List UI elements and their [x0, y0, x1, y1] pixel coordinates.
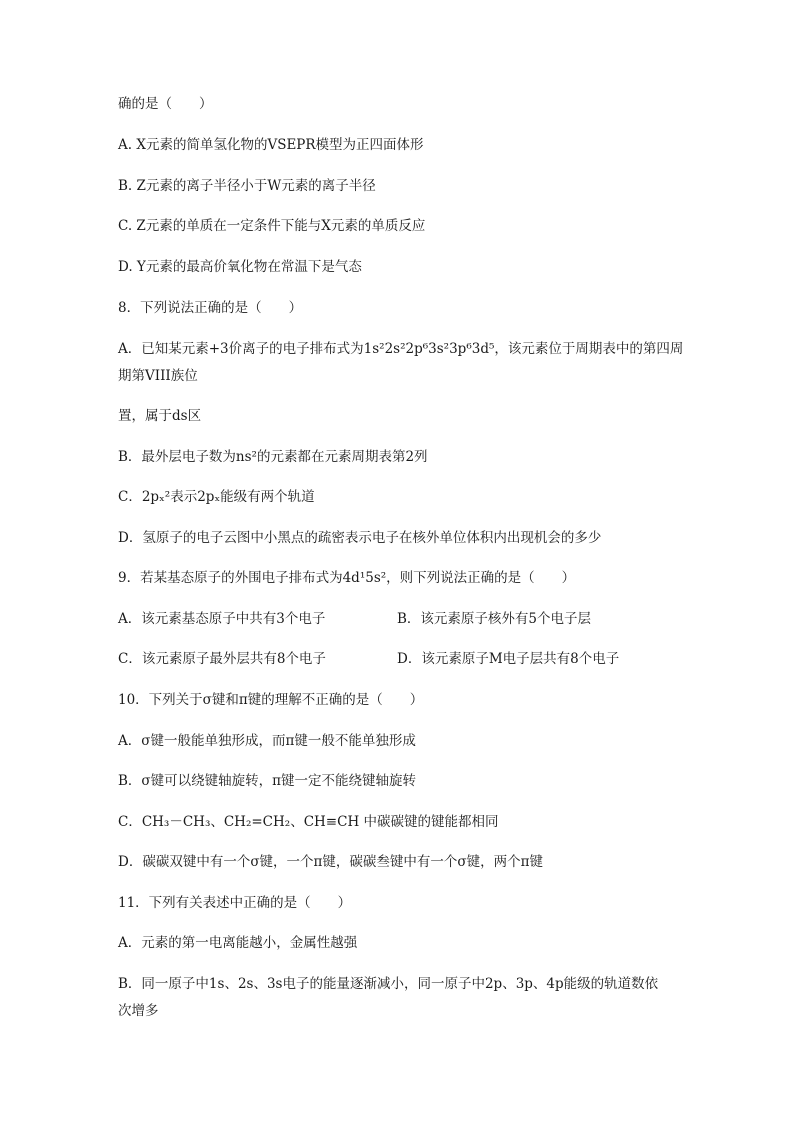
- q9-option-b: B．该元素原子核外有5个电子层: [397, 611, 592, 627]
- q8-option-c-post: 能级有两个轨道: [220, 489, 315, 505]
- q8-option-c: [118, 487, 315, 507]
- q8-option-a-line2: 期第VIII族位: [118, 368, 198, 384]
- q11-option-b: B．同一原子中1s、2s、3s电子的能量逐渐减小，同一原子中2p、3p、4p能级的轨道数依: [118, 976, 659, 992]
- q8-option-b: B．最外层电子数为ns²的元素都在元素周期表第2列: [118, 449, 428, 465]
- q8-option-c-mid: 表示: [170, 489, 198, 505]
- q7-option-c: C. Z元素的单质在一定条件下能与X元素的单质反应: [118, 218, 426, 234]
- q9-stem-post: ，则下列说法正确的是（ ）: [386, 570, 576, 586]
- q8-option-a-post: ，该元素位于周期表中的第四周: [494, 341, 684, 357]
- q9-stem-pre: 9．若某基态原子的外围电子排布式为: [118, 570, 343, 586]
- q7-option-a: A. X元素的简单氢化物的VSEPR模型为正四面体形: [118, 137, 424, 153]
- q9-row-1: [118, 609, 592, 629]
- q10-stem: 10．下列关于σ键和π键的理解不正确的是（ ）: [118, 692, 424, 708]
- q11-option-a: A．元素的第一电离能越小，金属性越强: [118, 935, 358, 951]
- electron-config: 1s²2s²2p⁶3s²3p⁶3d⁵: [363, 341, 495, 357]
- q11-option-b-line2: 次增多: [118, 1003, 159, 1019]
- q10-option-a: A．σ键一般能单独形成，而π键一般不能单独形成: [118, 733, 416, 749]
- q9-option-d: D．该元素原子M电子层共有8个电子: [397, 651, 620, 667]
- q8-option-a-line3: 置，属于ds区: [118, 408, 202, 424]
- q11-stem: 11．下列有关表述中正确的是（ ）: [118, 895, 352, 911]
- q9-stem: [118, 568, 575, 588]
- q8-option-a-pre: A．已知某元素+3价离子的电子排布式为: [118, 341, 364, 357]
- q8-option-a: [118, 339, 683, 359]
- q10-option-d: D．碳碳双键中有一个σ键，一个π键，碳碳叁键中有一个σ键，两个π键: [118, 854, 543, 870]
- electron-config: 4d¹5s²: [342, 570, 387, 586]
- q8-stem: 8．下列说法正确的是（ ）: [118, 300, 303, 316]
- q9-option-c: C．该元素原子最外层共有8个电子: [118, 651, 326, 667]
- q9-row-2: [118, 649, 620, 669]
- q10-option-b: B．σ键可以绕键轴旋转，π键一定不能绕键轴旋转: [118, 773, 417, 789]
- orbital-notation: 2pₓ²: [141, 489, 171, 505]
- q9-option-a: A．该元素基态原子中共有3个电子: [118, 611, 326, 627]
- q8-option-c-pre: C．: [118, 489, 142, 505]
- orbital-notation-2: 2pₓ: [197, 489, 221, 505]
- q10-option-c: C．CH₃－CH₃、CH₂=CH₂、CH≡CH 中碳碳键的键能都相同: [118, 814, 499, 830]
- q7-option-d: D. Y元素的最高价氧化物在常温下是气态: [118, 259, 362, 275]
- q7-option-b: B. Z元素的离子半径小于W元素的离子半径: [118, 178, 376, 194]
- q7-stem-tail: 确的是（ ）: [118, 96, 213, 112]
- q8-option-d: D．氢原子的电子云图中小黑点的疏密表示电子在核外单位体积内出现机会的多少: [118, 530, 602, 546]
